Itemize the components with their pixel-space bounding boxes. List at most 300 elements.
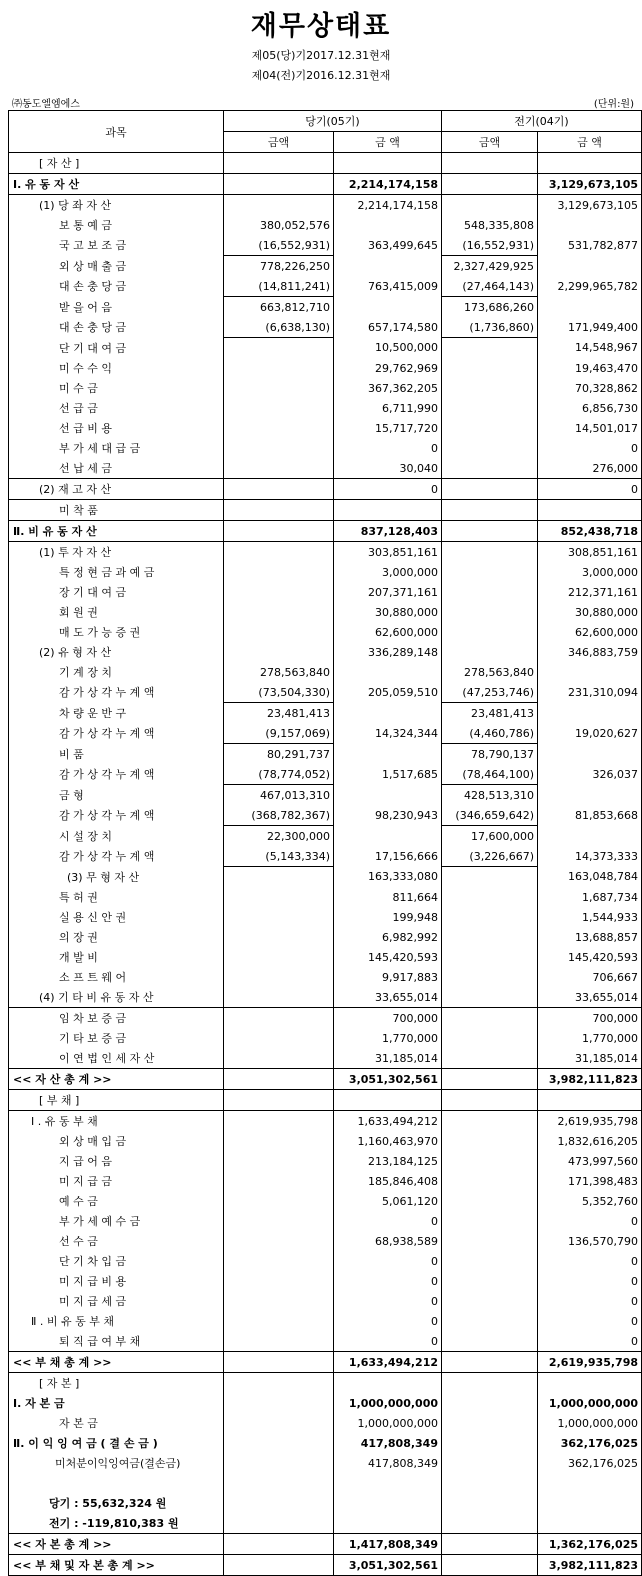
- amount-cell: [442, 358, 538, 378]
- amount-cell: (16,552,931): [224, 235, 334, 256]
- row-label: 의 장 권: [9, 927, 224, 947]
- amount-cell: 308,851,161: [538, 542, 642, 563]
- amount-cell: (78,464,100): [442, 764, 538, 785]
- amount-cell: 363,499,645: [334, 235, 442, 256]
- amount-cell: 171,398,483: [538, 1171, 642, 1191]
- table-row: [9, 967, 642, 987]
- amount-cell: [442, 1331, 538, 1352]
- table-row: [9, 256, 642, 277]
- amount-cell: [442, 1433, 538, 1453]
- table-body: [9, 153, 642, 1576]
- row-label: << 부 채 총 계 >>: [9, 1352, 224, 1373]
- row-label: 감 가 상 각 누 계 액: [9, 764, 224, 785]
- row-label: 자 본 금: [9, 1413, 224, 1433]
- table-row: [9, 542, 642, 563]
- amount-cell: [442, 602, 538, 622]
- amount-cell: [224, 967, 334, 987]
- amount-cell: 0: [334, 479, 442, 500]
- table-row: [9, 1028, 642, 1048]
- row-label: 금 형: [9, 785, 224, 806]
- amount-cell: [442, 947, 538, 967]
- amount-cell: [224, 1090, 334, 1111]
- table-row: [9, 805, 642, 826]
- amount-cell: 5,352,760: [538, 1191, 642, 1211]
- amount-cell: [224, 562, 334, 582]
- amount-cell: [334, 785, 442, 806]
- amount-cell: [224, 1131, 334, 1151]
- amount-cell: 3,051,302,561: [334, 1069, 442, 1090]
- amount-cell: [442, 338, 538, 359]
- amount-cell: 548,335,808: [442, 215, 538, 235]
- amount-cell: [224, 1151, 334, 1171]
- amount-cell: [224, 1373, 334, 1394]
- table-row: [9, 1271, 642, 1291]
- amount-cell: 2,214,174,158: [334, 174, 442, 195]
- amount-cell: 231,310,094: [538, 682, 642, 703]
- amount-cell: [538, 826, 642, 847]
- table-row: [9, 276, 642, 297]
- amount-cell: [442, 1131, 538, 1151]
- amount-cell: (78,774,052): [224, 764, 334, 785]
- amount-cell: 3,000,000: [538, 562, 642, 582]
- amount-cell: [334, 1373, 442, 1394]
- amount-cell: [224, 1271, 334, 1291]
- amount-cell: [224, 1291, 334, 1311]
- row-label: 국 고 보 조 금: [9, 235, 224, 256]
- amount-cell: [224, 153, 334, 174]
- amount-cell: (47,253,746): [442, 682, 538, 703]
- amount-cell: [442, 542, 538, 563]
- row-label: (2) 재 고 자 산: [9, 479, 224, 500]
- amount-cell: [442, 1493, 538, 1513]
- amount-cell: 2,214,174,158: [334, 195, 442, 216]
- table-row: [9, 1131, 642, 1151]
- row-label: [9, 1473, 224, 1493]
- amount-cell: 763,415,009: [334, 276, 442, 297]
- table-row: [9, 642, 642, 662]
- row-label: (1) 투 자 자 산: [9, 542, 224, 563]
- amount-cell: [224, 1231, 334, 1251]
- table-row: [9, 987, 642, 1008]
- statement-title: 재무상태표: [250, 11, 392, 42]
- row-label: 미처분이익잉여금(결손금): [9, 1453, 224, 1473]
- table-row: [9, 1008, 642, 1029]
- amount-cell: 0: [538, 438, 642, 458]
- table-row: [9, 907, 642, 927]
- row-label: 기 계 장 치: [9, 662, 224, 682]
- amount-cell: 1,544,933: [538, 907, 642, 927]
- table-row: [9, 215, 642, 235]
- amount-cell: 336,289,148: [334, 642, 442, 662]
- row-label: [ 자 본 ]: [9, 1373, 224, 1394]
- company-name: ㈜동도엘엠에스: [12, 99, 80, 110]
- amount-cell: [224, 1028, 334, 1048]
- table-row: [9, 398, 642, 418]
- amount-cell: 98,230,943: [334, 805, 442, 826]
- amount-cell: 14,501,017: [538, 418, 642, 438]
- row-label: Ⅰ. 자 본 금: [9, 1393, 224, 1413]
- amount-cell: [442, 1111, 538, 1132]
- amount-cell: 31,185,014: [334, 1048, 442, 1069]
- table-row: [9, 867, 642, 888]
- amount-cell: 136,570,790: [538, 1231, 642, 1251]
- amount-cell: 700,000: [334, 1008, 442, 1029]
- amount-cell: 19,463,470: [538, 358, 642, 378]
- row-label: 예 수 금: [9, 1191, 224, 1211]
- amount-cell: 163,048,784: [538, 867, 642, 888]
- table-row: [9, 1433, 642, 1453]
- amount-cell: 163,333,080: [334, 867, 442, 888]
- table-row: [9, 1453, 642, 1473]
- amount-cell: [224, 1473, 334, 1493]
- amount-cell: [442, 1048, 538, 1069]
- amount-cell: 1,000,000,000: [334, 1413, 442, 1433]
- amount-cell: (346,659,642): [442, 805, 538, 826]
- period-prior: 제04(전)기2016.12.31현재: [251, 69, 391, 82]
- amount-cell: [538, 1493, 642, 1513]
- amount-cell: 663,812,710: [224, 297, 334, 318]
- table-row: [9, 1373, 642, 1394]
- amount-cell: 1,517,685: [334, 764, 442, 785]
- amount-cell: [224, 338, 334, 359]
- amount-cell: 78,790,137: [442, 744, 538, 765]
- amount-cell: (9,157,069): [224, 723, 334, 744]
- amount-cell: 212,371,161: [538, 582, 642, 602]
- table-row: [9, 927, 642, 947]
- header-prior: 전기(04기): [442, 111, 642, 132]
- row-label: 부 가 세 대 급 금: [9, 438, 224, 458]
- row-label: 미 지 급 세 금: [9, 1291, 224, 1311]
- amount-cell: [538, 1473, 642, 1493]
- row-label: 단 기 대 여 금: [9, 338, 224, 359]
- amount-cell: [442, 642, 538, 662]
- table-row: [9, 1191, 642, 1211]
- amount-cell: [442, 500, 538, 521]
- amount-cell: [224, 1413, 334, 1433]
- row-label: 감 가 상 각 누 계 액: [9, 723, 224, 744]
- amount-cell: 81,853,668: [538, 805, 642, 826]
- amount-cell: [224, 195, 334, 216]
- amount-cell: 278,563,840: [442, 662, 538, 682]
- amount-cell: [538, 744, 642, 765]
- amount-cell: 1,770,000: [538, 1028, 642, 1048]
- amount-cell: [442, 398, 538, 418]
- table-row: [9, 887, 642, 907]
- amount-cell: [442, 174, 538, 195]
- amount-cell: 811,664: [334, 887, 442, 907]
- row-label: 대 손 충 당 금: [9, 276, 224, 297]
- amount-cell: 778,226,250: [224, 256, 334, 277]
- amount-cell: [224, 907, 334, 927]
- amount-cell: [224, 479, 334, 500]
- amount-cell: [224, 1211, 334, 1231]
- amount-cell: [334, 826, 442, 847]
- row-label: 미 수 금: [9, 378, 224, 398]
- amount-cell: 33,655,014: [538, 987, 642, 1008]
- amount-cell: 199,948: [334, 907, 442, 927]
- amount-cell: [442, 867, 538, 888]
- amount-cell: (14,811,241): [224, 276, 334, 297]
- row-label: Ⅰ . 유 동 부 채: [9, 1111, 224, 1132]
- amount-cell: [538, 1513, 642, 1534]
- amount-cell: [224, 1453, 334, 1473]
- amount-cell: [224, 1393, 334, 1413]
- row-label: [ 자 산 ]: [9, 153, 224, 174]
- amount-cell: 17,156,666: [334, 846, 442, 867]
- amount-cell: 6,982,992: [334, 927, 442, 947]
- table-row: [9, 764, 642, 785]
- amount-cell: 0: [334, 1271, 442, 1291]
- amount-cell: 2,327,429,925: [442, 256, 538, 277]
- amount-cell: 30,880,000: [334, 602, 442, 622]
- row-label: 대 손 충 당 금: [9, 317, 224, 338]
- row-label: << 자 산 총 계 >>: [9, 1069, 224, 1090]
- amount-cell: 1,362,176,025: [538, 1534, 642, 1555]
- amount-cell: [442, 418, 538, 438]
- row-label: 매 도 가 능 증 권: [9, 622, 224, 642]
- table-row: [9, 1069, 642, 1090]
- table-row: [9, 317, 642, 338]
- row-label: 보 통 예 금: [9, 215, 224, 235]
- amount-cell: [224, 521, 334, 542]
- table-row: [9, 622, 642, 642]
- amount-cell: 1,000,000,000: [334, 1393, 442, 1413]
- amount-cell: 362,176,025: [538, 1453, 642, 1473]
- amount-cell: [224, 987, 334, 1008]
- table-row: [9, 1171, 642, 1191]
- amount-cell: [442, 987, 538, 1008]
- amount-cell: [442, 622, 538, 642]
- amount-cell: 62,600,000: [334, 622, 442, 642]
- amount-cell: [224, 1513, 334, 1534]
- table-row: [9, 785, 642, 806]
- table-row: [9, 1111, 642, 1132]
- amount-cell: 3,129,673,105: [538, 195, 642, 216]
- table-row: [9, 521, 642, 542]
- amount-cell: (368,782,367): [224, 805, 334, 826]
- amount-cell: [224, 500, 334, 521]
- row-label: 받 을 어 음: [9, 297, 224, 318]
- amount-cell: [224, 398, 334, 418]
- period-current: 제05(당)기2017.12.31현재: [251, 49, 391, 62]
- amount-cell: 29,762,969: [334, 358, 442, 378]
- balance-sheet-table: [8, 110, 642, 1576]
- row-label: 감 가 상 각 누 계 액: [9, 846, 224, 867]
- amount-cell: 1,770,000: [334, 1028, 442, 1048]
- table-row: [9, 1291, 642, 1311]
- amount-cell: (4,460,786): [442, 723, 538, 744]
- amount-cell: (5,143,334): [224, 846, 334, 867]
- amount-cell: [334, 153, 442, 174]
- amount-cell: [442, 1231, 538, 1251]
- amount-cell: 68,938,589: [334, 1231, 442, 1251]
- amount-cell: [224, 174, 334, 195]
- table-row: [9, 744, 642, 765]
- amount-cell: [334, 500, 442, 521]
- table-row: [9, 1493, 642, 1513]
- amount-cell: [224, 1008, 334, 1029]
- amount-cell: 13,688,857: [538, 927, 642, 947]
- amount-cell: 417,808,349: [334, 1453, 442, 1473]
- amount-cell: [224, 1251, 334, 1271]
- row-label: Ⅱ. 이 익 잉 여 금 ( 결 손 금 ): [9, 1433, 224, 1453]
- table-row: [9, 174, 642, 195]
- row-label: 미 지 급 비 용: [9, 1271, 224, 1291]
- amount-cell: [224, 358, 334, 378]
- amount-cell: [224, 1352, 334, 1373]
- amount-cell: [334, 1473, 442, 1493]
- row-label: 실 용 신 안 권: [9, 907, 224, 927]
- table-row: [9, 682, 642, 703]
- amount-cell: 23,481,413: [224, 703, 334, 724]
- amount-cell: 380,052,576: [224, 215, 334, 235]
- amount-cell: [224, 1555, 334, 1576]
- amount-cell: [442, 458, 538, 479]
- amount-cell: [224, 1433, 334, 1453]
- table-row: [9, 1311, 642, 1331]
- amount-cell: [442, 1352, 538, 1373]
- row-label: 미 지 급 금: [9, 1171, 224, 1191]
- amount-cell: [224, 927, 334, 947]
- amount-cell: 0: [538, 1251, 642, 1271]
- amount-cell: [334, 1090, 442, 1111]
- amount-cell: [224, 1331, 334, 1352]
- amount-cell: [442, 1069, 538, 1090]
- amount-cell: [442, 1291, 538, 1311]
- amount-cell: [224, 458, 334, 479]
- table-row: [9, 582, 642, 602]
- amount-cell: 30,880,000: [538, 602, 642, 622]
- row-label: 회 원 권: [9, 602, 224, 622]
- amount-cell: [442, 1534, 538, 1555]
- amount-cell: [334, 297, 442, 318]
- amount-cell: [224, 642, 334, 662]
- amount-cell: [224, 418, 334, 438]
- row-label: (2) 유 형 자 산: [9, 642, 224, 662]
- amount-cell: 467,013,310: [224, 785, 334, 806]
- row-label: << 부 채 및 자 본 총 계 >>: [9, 1555, 224, 1576]
- table-row: [9, 153, 642, 174]
- amount-cell: [442, 1028, 538, 1048]
- amount-cell: (3,226,667): [442, 846, 538, 867]
- amount-cell: 10,500,000: [334, 338, 442, 359]
- amount-cell: [538, 297, 642, 318]
- table-row: [9, 1151, 642, 1171]
- amount-cell: [442, 1373, 538, 1394]
- table-row: [9, 1413, 642, 1433]
- amount-cell: [334, 744, 442, 765]
- amount-cell: [442, 1393, 538, 1413]
- amount-cell: 706,667: [538, 967, 642, 987]
- amount-cell: [224, 1493, 334, 1513]
- amount-cell: 14,324,344: [334, 723, 442, 744]
- amount-cell: [442, 1090, 538, 1111]
- amount-cell: 3,051,302,561: [334, 1555, 442, 1576]
- amount-cell: 1,832,616,205: [538, 1131, 642, 1151]
- row-label: 미 수 수 익: [9, 358, 224, 378]
- amount-cell: [442, 1008, 538, 1029]
- amount-cell: 6,711,990: [334, 398, 442, 418]
- table-row: [9, 297, 642, 318]
- amount-cell: 303,851,161: [334, 542, 442, 563]
- amount-cell: [442, 1555, 538, 1576]
- amount-cell: [442, 927, 538, 947]
- amount-cell: 3,129,673,105: [538, 174, 642, 195]
- amount-cell: 0: [538, 1211, 642, 1231]
- row-label: 차 량 운 반 구: [9, 703, 224, 724]
- row-label: 단 기 차 입 금: [9, 1251, 224, 1271]
- amount-cell: 30,040: [334, 458, 442, 479]
- amount-cell: (27,464,143): [442, 276, 538, 297]
- amount-cell: 3,000,000: [334, 562, 442, 582]
- amount-cell: [334, 256, 442, 277]
- amount-cell: [334, 215, 442, 235]
- row-label: 외 상 매 출 금: [9, 256, 224, 277]
- amount-cell: 367,362,205: [334, 378, 442, 398]
- amount-cell: 0: [334, 1331, 442, 1352]
- amount-cell: 326,037: [538, 764, 642, 785]
- amount-cell: 80,291,737: [224, 744, 334, 765]
- amount-cell: [538, 256, 642, 277]
- amount-cell: [538, 785, 642, 806]
- amount-cell: 278,563,840: [224, 662, 334, 682]
- amount-cell: 185,846,408: [334, 1171, 442, 1191]
- amount-cell: 417,808,349: [334, 1433, 442, 1453]
- amount-cell: [224, 947, 334, 967]
- amount-cell: 657,174,580: [334, 317, 442, 338]
- table-row: [9, 1048, 642, 1069]
- amount-cell: [224, 438, 334, 458]
- row-label: 개 발 비: [9, 947, 224, 967]
- amount-cell: 2,619,935,798: [538, 1111, 642, 1132]
- amount-cell: 14,548,967: [538, 338, 642, 359]
- row-label: 소 프 트 웨 어: [9, 967, 224, 987]
- row-label: 선 납 세 금: [9, 458, 224, 479]
- amount-cell: 145,420,593: [334, 947, 442, 967]
- table-row: [9, 418, 642, 438]
- amount-cell: [334, 703, 442, 724]
- amount-cell: 0: [538, 1311, 642, 1331]
- amount-cell: [334, 662, 442, 682]
- amount-cell: [224, 867, 334, 888]
- amount-cell: 0: [334, 438, 442, 458]
- amount-cell: (73,504,330): [224, 682, 334, 703]
- row-label: 감 가 상 각 누 계 액: [9, 805, 224, 826]
- amount-cell: [538, 153, 642, 174]
- table-row: [9, 1331, 642, 1352]
- header-amount: 금액: [442, 132, 538, 153]
- amount-cell: [442, 1271, 538, 1291]
- amount-cell: [224, 1111, 334, 1132]
- amount-cell: [442, 1151, 538, 1171]
- table-row: [9, 1231, 642, 1251]
- row-label: Ⅱ . 비 유 동 부 채: [9, 1311, 224, 1331]
- row-label: 특 허 권: [9, 887, 224, 907]
- row-label: [ 부 채 ]: [9, 1090, 224, 1111]
- table-row: [9, 723, 642, 744]
- amount-cell: [442, 1171, 538, 1191]
- row-label: 이 연 법 인 세 자 산: [9, 1048, 224, 1069]
- header-amount: 금 액: [334, 132, 442, 153]
- amount-cell: 1,160,463,970: [334, 1131, 442, 1151]
- amount-cell: [442, 907, 538, 927]
- row-label: 미 착 품: [9, 500, 224, 521]
- amount-cell: [538, 1090, 642, 1111]
- amount-cell: [224, 1311, 334, 1331]
- row-label: 지 급 어 음: [9, 1151, 224, 1171]
- amount-cell: [442, 479, 538, 500]
- row-label: 선 급 금: [9, 398, 224, 418]
